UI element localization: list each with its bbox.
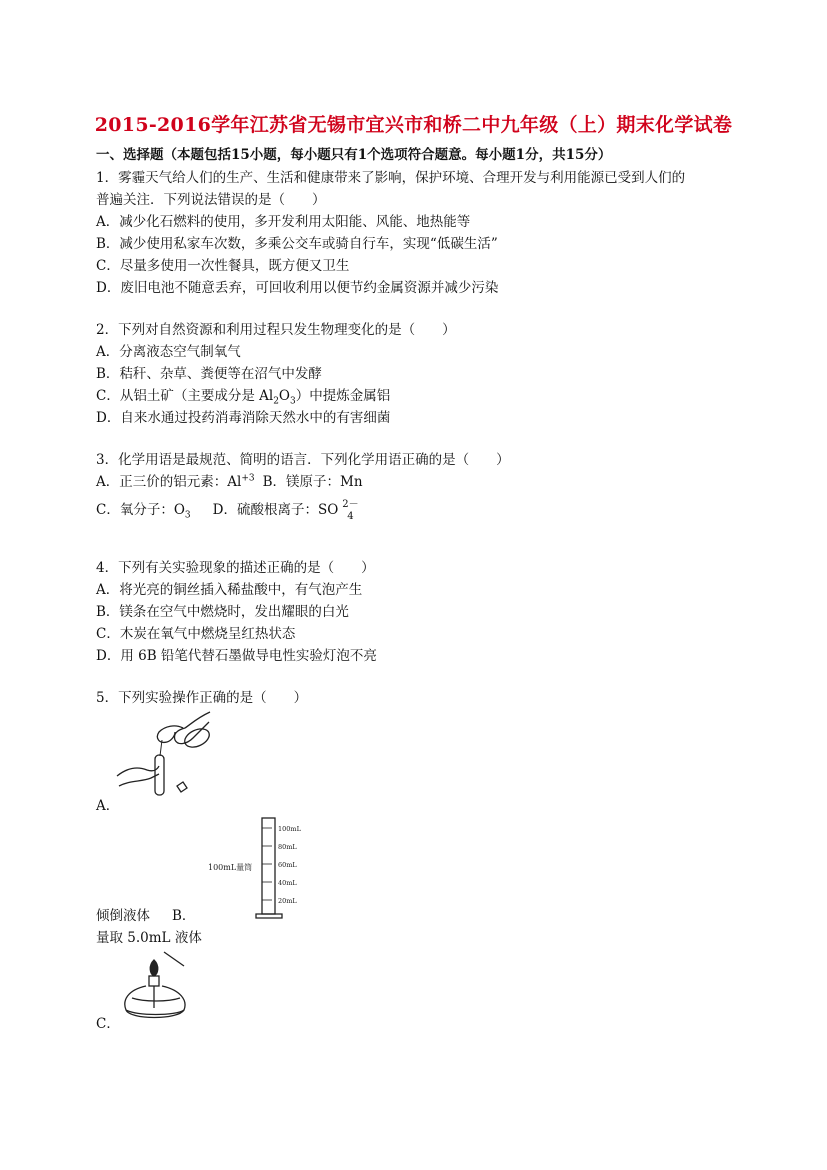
q4-stem: 4．下列有关实验现象的描述正确的是（ ） <box>96 560 375 576</box>
q3-stem: 3．化学用语是最规范、简明的语言．下列化学用语正确的是（ ） <box>96 452 510 468</box>
q1-stem-line1: 1．雾霾天气给人们的生产、生活和健康带来了影响，保护环境、合理开发与利用能源已受到人们的 <box>96 170 686 186</box>
q3-a-sup: +3 <box>241 473 255 484</box>
q2-c-sub1: 2 <box>273 396 279 407</box>
q1-option-c: C．尽量多使用一次性餐具，既方便又卫生 <box>96 258 350 274</box>
q3-option-cd <box>96 498 359 523</box>
q1-option-b: B．减少使用私家车次数，多乘公交车或骑自行车，实现“低碳生活” <box>96 236 498 252</box>
q2-c-sub2: 3 <box>290 396 296 407</box>
q2-option-a: A．分离液态空气制氧气 <box>96 344 241 360</box>
exam-title: 2015-2016学年江苏省无锡市宜兴市和桥二中九年级（上）期末化学试卷 <box>94 114 733 136</box>
cylinder-name: 100mL量筒 <box>208 863 253 872</box>
q5-c-label: C． <box>96 1016 120 1032</box>
q3-c-sub: 3 <box>184 510 191 521</box>
q3-d-ion-charge <box>342 499 358 523</box>
q3-d-pre: D．硫酸根离子：SO <box>212 502 339 518</box>
q4-option-b: B．镁条在空气中燃烧时，发出耀眼的白光 <box>96 604 349 620</box>
section-heading: 一、选择题（本题包括15小题，每小题只有1个选项符合题意。每小题1分，共15分） <box>96 147 612 163</box>
q5-a-caption-b-label <box>96 904 195 924</box>
q4-option-c: C．木炭在氧气中燃烧呈红热状态 <box>96 626 296 642</box>
tick-60ml: 60mL <box>278 861 297 869</box>
q1-option-d: D．废旧电池不随意丢弃，可回收利用以便节约金属资源并减少污染 <box>96 280 499 296</box>
tick-100ml: 100mL <box>278 825 301 833</box>
q1-option-a: A．减少化石燃料的使用，多开发利用太阳能、风能、地热能等 <box>96 214 471 230</box>
q3-d-top: 2－ <box>342 498 359 510</box>
tick-80ml: 80mL <box>278 843 297 851</box>
q2-stem: 2．下列对自然资源和利用过程只发生物理变化的是（ ） <box>96 322 456 338</box>
tick-20ml: 20mL <box>278 897 297 905</box>
q2-option-b: B．秸秆、杂草、粪便等在沼气中发酵 <box>96 366 322 382</box>
q5-a-caption: 倾倒液体 <box>96 908 150 924</box>
q3-option-b: B．镁原子：Mn <box>262 474 363 490</box>
q3-c-pre: C．氧分子：O <box>96 502 185 518</box>
tick-40ml: 40mL <box>278 879 297 887</box>
q2-c-mid: O <box>278 388 290 404</box>
q2-c-post: ）中提炼金属铝 <box>295 388 391 404</box>
q4-option-a: A．将光亮的铜丝插入稀盐酸中，有气泡产生 <box>96 582 363 598</box>
q3-d-bottom: 4 <box>347 510 354 522</box>
q2-option-c <box>96 384 390 407</box>
q4-option-d: D．用 6B 铅笔代替石墨做导电性实验灯泡不亮 <box>96 648 377 664</box>
pouring-liquid-figure <box>115 708 225 798</box>
measuring-cylinder-figure <box>206 814 316 922</box>
alcohol-lamp-figure <box>118 946 198 1028</box>
q5-b-caption: 量取 5.0mL 液体 <box>96 930 202 946</box>
q3-a-pre: A．正三价的铝元素：Al <box>96 474 242 490</box>
q3-option-ab <box>96 470 363 490</box>
q2-option-d: D．自来水通过投药消毒消除天然水中的有害细菌 <box>96 410 391 426</box>
q2-c-pre: C．从铝土矿（主要成分是 Al <box>96 388 274 404</box>
q5-b-label: B． <box>172 908 196 924</box>
q5-a-label: A． <box>96 798 120 814</box>
q1-stem-line2: 普遍关注．下列说法错误的是（ ） <box>96 192 326 208</box>
q5-stem: 5．下列实验操作正确的是（ ） <box>96 690 308 706</box>
